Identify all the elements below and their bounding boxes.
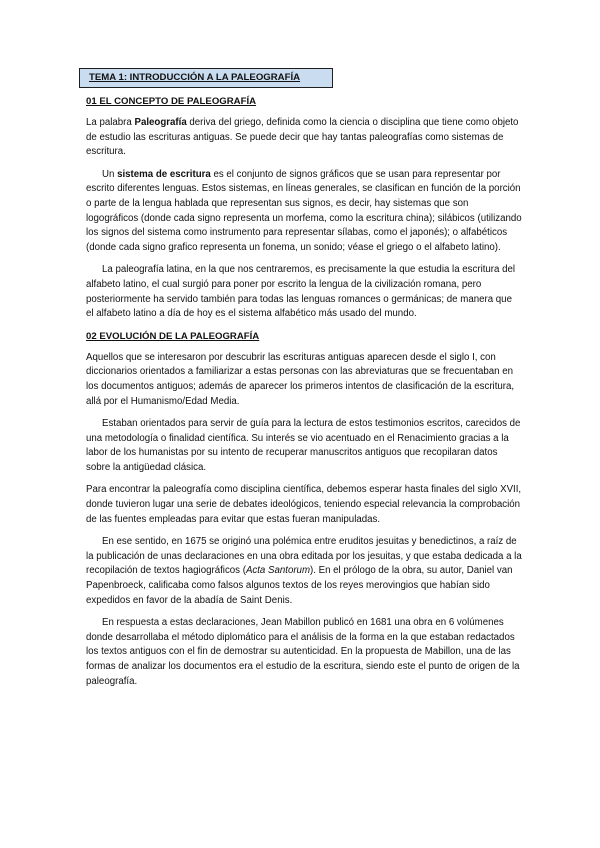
- paragraph-evolution-origins: Aquellos que se interesaron por descubrir las escrituras antiguas aparecen desde el siglo I, con diccionarios orientados a familiarizar a estas personas con las abreviaturas que se frecuentaban en los documentos antiguos; además de aparecer los primeros intentos de clasificación de la escritura, allá por el Humanismo/Edad Media.: [86, 351, 515, 407]
- italic-title-acta-santorum: Acta Santorum: [245, 565, 311, 577]
- paragraph-evolution-scientific: Para encontrar la paleografía como disciplina científica, debemos esperar hasta finales del siglo XVII, donde tuvieron lugar una serie de debates ideológicos, teniendo especial relevancia la comprobación de las fuentes empleadas para evitar que estas fueran manipuladas.: [86, 484, 522, 525]
- text-run: En ese sentido, en 1675 se originó una polémica entre eruditos jesuitas y benedictinos, a raíz de la publicación de unas declaraciones en una obra editada por los jesuitas, y que estaba dedicada a la recopilación de textos hagiográficos (: [86, 535, 522, 577]
- paragraph-evolution-renaissance: Estaban orientados para servir de guía para la lectura de estos testimonios escritos, carecidos de una metodología o finalidad científica. Su interés se vio acentuado en el Renacimiento gracias a la labor de los humanistas por su intento de recuperar manuscritos antiguos que recopilaran datos sobre la antigüedad clásica.: [86, 417, 521, 474]
- paragraph-paleografia-definition: [86, 116, 522, 160]
- text-run: La palabra: [86, 117, 135, 128]
- paragraph-evolution-polemic: [86, 535, 522, 609]
- text-run: deriva del griego, definida como la ciencia o disciplina que tiene como objeto de estudio las escrituras antiguas. Se puede decir que hay tantas paleografías como sistemas de escritura.: [86, 117, 519, 158]
- text-run: es el conjunto de signos gráficos que se usan para representar por escrito diferentes lenguas. Estos sistemas, en líneas generales, se clasifican en función de la porción o parte de la lengua hablada que representan sus signos, es decir, hay sistemas que son logográficos (donde cada signo representa un morfema, como la escritura china); silábicos (utilizando los signos del sistema como instrumento para representar sílabas, como el japonés); o alfabéticos (donde cada signo grafico representa un fonema, un sonido; véase el griego o el alfabeto latino).: [86, 168, 522, 254]
- document-body: [86, 95, 522, 697]
- bold-term-paleografia: Paleografía: [134, 117, 187, 128]
- section-heading-evolution: 02 EVOLUCIÓN DE LA PALEOGRAFÍA: [86, 330, 260, 342]
- bold-term-writing-system: sistema de escritura: [117, 168, 211, 180]
- text-run: Un: [102, 168, 118, 180]
- section-heading-concept: 01 EL CONCEPTO DE PALEOGRAFÍA: [86, 96, 257, 107]
- paragraph-writing-system: [86, 168, 522, 256]
- topic-title: TEMA 1: INTRODUCCIÓN A LA PALEOGRAFÍA: [79, 68, 333, 88]
- text-run: ). En el prólogo de la obra, su autor, Daniel van Papenbroeck, calificaba como falsos algunos textos de los reyes merovingios que habían sido expedidos en favor de la abadía de Saint Denis.: [86, 565, 513, 606]
- paragraph-latin-paleography: La paleografía latina, en la que nos centraremos, es precisamente la que estudia la escritura del alfabeto latino, el cual surgió para poner por escrito la lengua de la civilización romana, pero posteriormente ha servido también para todas las lenguas romances o germánicas; de manera que el alfabeto latino a día de hoy es el sistema alfabético más usado del mundo.: [86, 264, 516, 320]
- paragraph-evolution-mabillon: En respuesta a estas declaraciones, Jean Mabillon publicó en 1681 una obra en 6 volúmenes donde desarrollaba el método diplomático para el análisis de la forma en la que estaban redactados los textos antiguos con el fin de demostrar su autenticidad. En la propuesta de Mabillon, una de las formas de analizar los documentos era el estudio de la escritura, siendo este el punto de origen de la paleografía.: [86, 616, 520, 687]
